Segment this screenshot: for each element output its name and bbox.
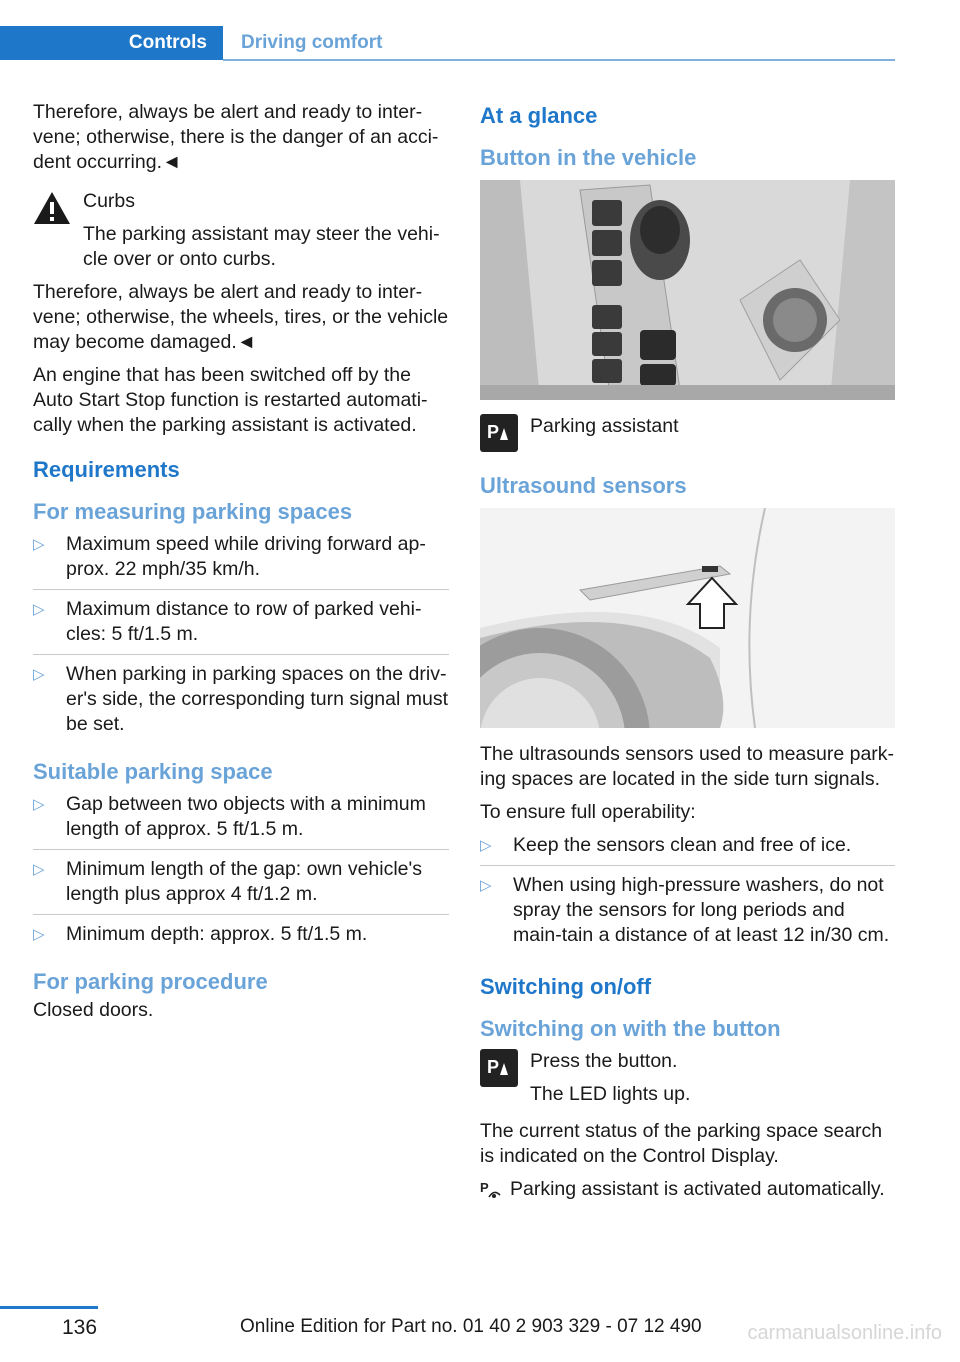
bullet-triangle-icon: ▷ bbox=[480, 877, 492, 894]
paragraph: The current status of the parking space search is indicated on the Control Display. bbox=[480, 1120, 883, 1167]
button-caption-row bbox=[480, 414, 895, 458]
heading-button-in-vehicle: Button in the vehicle bbox=[480, 145, 697, 170]
led-text: The LED lights up. bbox=[530, 1083, 691, 1105]
paragraph: The ultrasounds sensors used to measure park-ing spaces are located in the side turn signals. bbox=[480, 743, 895, 790]
paragraph: An engine that has been switched off by the Auto Start Stop function is restarted automati-cally when the parking assistant is activated. bbox=[33, 364, 428, 436]
heading-measuring: For measuring parking spaces bbox=[33, 499, 353, 524]
bullet-triangle-icon: ▷ bbox=[33, 926, 45, 943]
warning-block bbox=[33, 189, 449, 272]
list-item: ▷ Maximum speed while driving forward ap-prox. 22 mph/35 km/h. bbox=[33, 532, 449, 590]
parking-assistant-button-icon bbox=[480, 1049, 518, 1087]
paragraph: Therefore, always be alert and ready to inter-vene; otherwise, the wheels, tires, or the vehicle may become damaged.◄ bbox=[33, 281, 449, 353]
svg-text:P: P bbox=[487, 422, 500, 442]
edition-text: Online Edition for Part no. 01 40 2 903 329 - 07 12 490 bbox=[240, 1316, 702, 1337]
bullet-triangle-icon: ▷ bbox=[33, 666, 45, 683]
footer-rule bbox=[0, 1306, 98, 1309]
bullet-triangle-icon: ▷ bbox=[33, 536, 45, 553]
suitable-list bbox=[33, 792, 449, 954]
measuring-list bbox=[33, 532, 449, 744]
heading-procedure: For parking procedure bbox=[33, 969, 268, 994]
warning-triangle-icon bbox=[33, 191, 71, 225]
button-caption: Parking assistant bbox=[530, 415, 679, 437]
list-item: ▷ Maximum distance to row of parked vehi-cles: 5 ft/1.5 m. bbox=[33, 597, 449, 655]
center-console-photo bbox=[480, 180, 895, 400]
paragraph: Therefore, always be alert and ready to inter-vene; otherwise, there is the danger of an acci-dent occurring.◄ bbox=[33, 101, 439, 173]
page-header bbox=[0, 26, 895, 62]
heading-switching: Switching on/off bbox=[480, 974, 652, 999]
bullet-triangle-icon: ▷ bbox=[33, 601, 45, 618]
svg-text:P: P bbox=[487, 1057, 500, 1077]
side-sensor-photo bbox=[480, 508, 895, 728]
heading-suitable: Suitable parking space bbox=[33, 759, 273, 784]
section-tab-driving-comfort: Driving comfort bbox=[241, 32, 383, 53]
press-button-text: Press the button. bbox=[530, 1050, 678, 1072]
warning-title: Curbs bbox=[83, 190, 136, 212]
parking-assistant-button-icon bbox=[480, 414, 518, 452]
bullet-triangle-icon: ▷ bbox=[33, 796, 45, 813]
sensor-list bbox=[480, 833, 895, 955]
list-item: ▷ Gap between two objects with a minimum length of approx. 5 ft/1.5 m. bbox=[33, 792, 449, 850]
bullet-triangle-icon: ▷ bbox=[33, 861, 45, 878]
warning-text: The parking assistant may steer the vehi-cle over or onto curbs. bbox=[83, 223, 440, 270]
auto-activation-row bbox=[480, 1177, 895, 1202]
watermark: carmanualsonline.info bbox=[747, 1322, 942, 1344]
auto-activation-text: Parking assistant is activated automatically. bbox=[510, 1178, 885, 1200]
list-item: ▷ When using high-pressure washers, do not spray the sensors for long periods and main-tain a distance of at least 12 in/30 cm. bbox=[480, 874, 890, 946]
press-button-row bbox=[480, 1049, 895, 1107]
bullet-triangle-icon: ▷ bbox=[480, 837, 492, 854]
right-column bbox=[480, 100, 895, 1210]
heading-requirements: Requirements bbox=[33, 457, 180, 482]
paragraph: To ensure full operability: bbox=[480, 801, 696, 823]
list-item: ▷ Minimum depth: approx. 5 ft/1.5 m. bbox=[33, 923, 368, 945]
left-column bbox=[33, 100, 449, 1031]
section-tab-controls: Controls bbox=[0, 26, 223, 60]
list-item: ▷ When parking in parking spaces on the driv-er's side, the corresponding turn signal must be set. bbox=[33, 663, 449, 735]
heading-switch-with-button: Switching on with the button bbox=[480, 1016, 781, 1041]
list-item: ▷ Keep the sensors clean and free of ice. bbox=[480, 833, 895, 866]
list-item: ▷ Minimum length of the gap: own vehicle's length plus approx 4 ft/1.2 m. bbox=[33, 857, 449, 915]
header-rule bbox=[223, 59, 895, 61]
svg-text:P: P bbox=[480, 1180, 489, 1195]
heading-at-a-glance: At a glance bbox=[480, 103, 598, 128]
heading-ultrasound-sensors: Ultrasound sensors bbox=[480, 473, 687, 498]
parking-assistant-symbol-icon bbox=[480, 1179, 504, 1201]
paragraph: Closed doors. bbox=[33, 999, 154, 1021]
page-number: 136 bbox=[62, 1316, 98, 1339]
